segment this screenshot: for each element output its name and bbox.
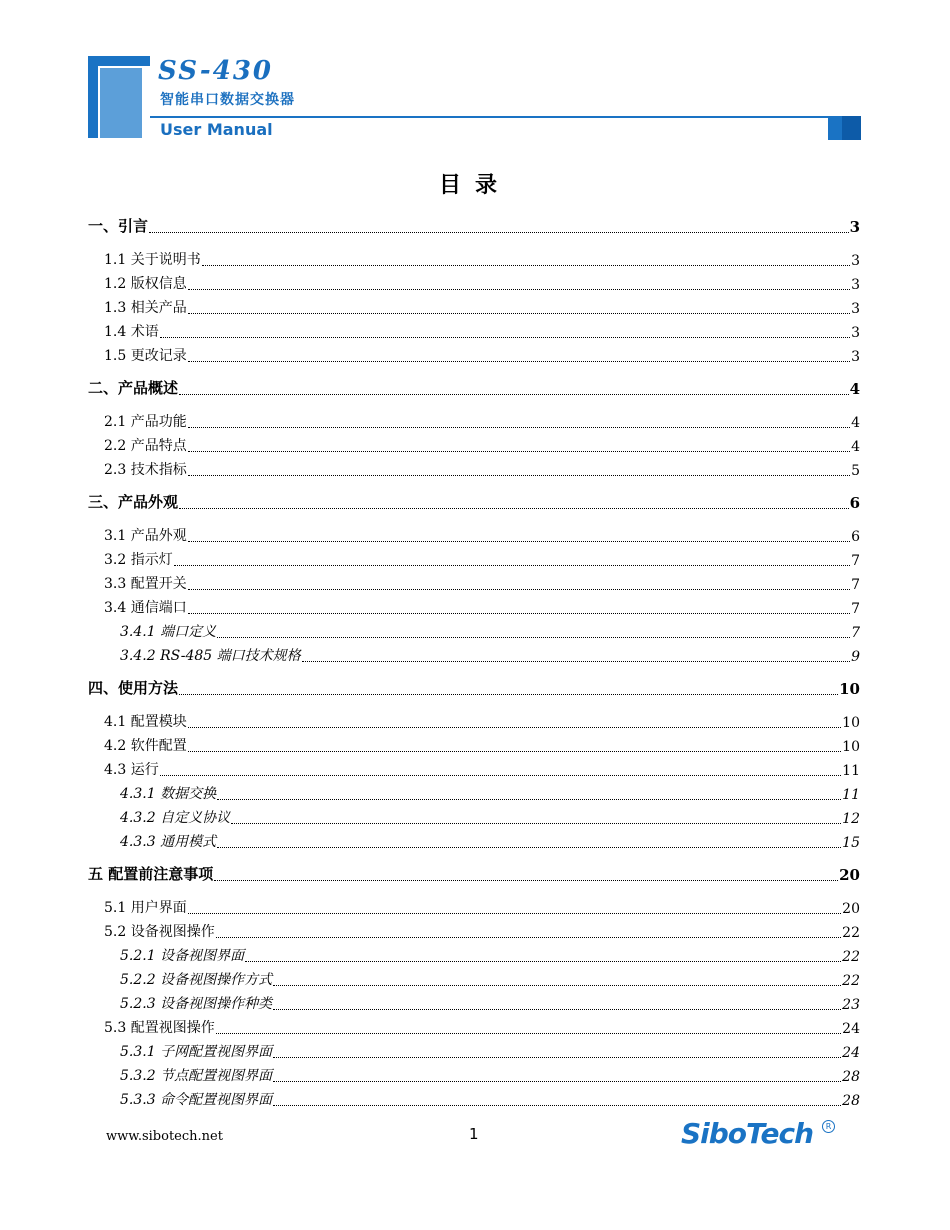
toc-entry-label: 4.3.2 自定义协议 [120, 810, 231, 826]
header-corner-block-dark [842, 116, 861, 140]
toc-entry-page: 28 [842, 1093, 860, 1109]
toc-entry[interactable] [88, 678, 860, 698]
toc-dot-leader [302, 660, 850, 662]
toc-entry-label: 3.1 产品外观 [104, 528, 187, 544]
toc-entry-page: 3 [851, 277, 860, 293]
toc-dot-leader [188, 288, 850, 290]
header-subtitle: 智能串口数据交换器 [160, 92, 295, 108]
toc-entry-label: 4.1 配置模块 [104, 714, 187, 730]
toc-entry-page: 6 [849, 494, 860, 512]
toc-entry-page: 7 [851, 601, 860, 617]
toc-entry[interactable] [120, 831, 860, 851]
toc-entry[interactable] [120, 807, 860, 827]
header-logo-block [100, 68, 142, 138]
footer-logo: SiboTech [681, 1117, 814, 1150]
toc-entry[interactable] [104, 273, 860, 293]
toc-entry-page: 9 [851, 649, 860, 665]
toc-entry[interactable] [120, 621, 860, 641]
toc-entry-page: 7 [851, 577, 860, 593]
toc-entry-label: 一、引言 [88, 217, 149, 235]
toc-entry-label: 5.2 设备视图操作 [104, 924, 215, 940]
toc-entry[interactable] [104, 549, 860, 569]
toc-entry-label: 3.4.1 端口定义 [120, 624, 217, 640]
toc-entry-page: 5 [851, 463, 860, 479]
toc-dot-leader [188, 474, 850, 476]
toc-entry-page: 11 [842, 787, 860, 803]
toc-entry[interactable] [120, 969, 860, 989]
footer-page-number: 1 [469, 1125, 479, 1143]
toc-entry[interactable] [120, 1089, 860, 1109]
toc-entry-page: 24 [842, 1021, 860, 1037]
toc-dot-leader [188, 726, 841, 728]
toc-entry[interactable] [120, 1041, 860, 1061]
toc-entry[interactable] [88, 492, 860, 512]
toc-entry-page: 10 [842, 715, 860, 731]
toc-entry-label: 1.1 关于说明书 [104, 252, 201, 268]
toc-entry[interactable] [120, 645, 860, 665]
toc-entry-label: 5.3.3 命令配置视图界面 [120, 1092, 273, 1108]
toc-entry[interactable] [104, 249, 860, 269]
toc-entry[interactable] [104, 759, 860, 779]
toc-entry[interactable] [88, 864, 860, 884]
toc-entry[interactable] [120, 945, 860, 965]
toc-entry[interactable] [104, 459, 860, 479]
toc-entry-label: 5.3 配置视图操作 [104, 1020, 215, 1036]
toc-dot-leader [202, 264, 850, 266]
footer-url: www.sibotech.net [106, 1129, 223, 1144]
toc-entry[interactable] [104, 921, 860, 941]
toc-dot-leader [273, 1008, 841, 1010]
toc-entry-label: 二、产品概述 [88, 379, 179, 397]
toc-entry-label: 3.2 指示灯 [104, 552, 173, 568]
toc-entry[interactable] [104, 897, 860, 917]
toc-entry-label: 5.2.3 设备视图操作种类 [120, 996, 273, 1012]
toc-entry[interactable] [104, 573, 860, 593]
toc-entry-label: 1.3 相关产品 [104, 300, 187, 316]
toc-dot-leader [188, 588, 850, 590]
toc-dot-leader [217, 798, 841, 800]
toc-entry-page: 7 [851, 553, 860, 569]
toc-entry-label: 4.3.1 数据交换 [120, 786, 217, 802]
toc-dot-leader [160, 774, 841, 776]
toc-entry-label: 5.3.1 子网配置视图界面 [120, 1044, 273, 1060]
toc-dot-leader [188, 540, 850, 542]
toc-dot-leader [273, 1080, 841, 1082]
toc-entry-page: 22 [842, 925, 860, 941]
toc-entry-label: 2.1 产品功能 [104, 414, 187, 430]
toc-dot-leader [273, 1104, 841, 1106]
toc-entry-page: 6 [851, 529, 860, 545]
toc-dot-leader [216, 1032, 841, 1034]
toc-entry-label: 1.5 更改记录 [104, 348, 187, 364]
page-title: 目录 [438, 172, 511, 198]
toc-entry-label: 4.2 软件配置 [104, 738, 187, 754]
toc-dot-leader [188, 612, 850, 614]
toc-entry-page: 12 [842, 811, 860, 827]
toc-entry-page: 28 [842, 1069, 860, 1085]
toc-entry[interactable] [104, 435, 860, 455]
toc-entry[interactable] [104, 711, 860, 731]
toc-entry-page: 20 [839, 866, 860, 884]
toc-entry[interactable] [88, 378, 860, 398]
toc-entry-label: 2.2 产品特点 [104, 438, 187, 454]
toc-dot-leader [188, 312, 850, 314]
toc-entry[interactable] [104, 411, 860, 431]
toc-dot-leader [214, 879, 838, 881]
toc-entry-label: 5.2.1 设备视图界面 [120, 948, 245, 964]
header-divider [150, 116, 861, 118]
toc-dot-leader [188, 426, 850, 428]
toc-entry-label: 三、产品外观 [88, 493, 179, 511]
toc-entry-page: 4 [851, 415, 860, 431]
toc-dot-leader [245, 960, 841, 962]
toc-entry-page: 3 [851, 253, 860, 269]
header-logo-bar-top [98, 56, 150, 66]
toc-entry-label: 5.3.2 节点配置视图界面 [120, 1068, 273, 1084]
toc-dot-leader [188, 912, 841, 914]
toc-entry[interactable] [104, 321, 860, 341]
toc-entry-page: 3 [851, 301, 860, 317]
toc-entry[interactable] [104, 735, 860, 755]
header-logo-bar [88, 56, 98, 138]
toc-entry-page: 4 [851, 439, 860, 455]
toc-dot-leader [160, 336, 850, 338]
toc-entry-page: 22 [842, 973, 860, 989]
toc-entry-page: 24 [842, 1045, 860, 1061]
toc-entry-page: 11 [842, 763, 860, 779]
toc-entry-page: 15 [842, 835, 860, 851]
toc-dot-leader [149, 231, 849, 233]
toc-dot-leader [188, 450, 850, 452]
toc-entry-label: 5.2.2 设备视图操作方式 [120, 972, 273, 988]
toc-entry-page: 22 [842, 949, 860, 965]
toc-entry-label: 2.3 技术指标 [104, 462, 187, 478]
header-manual-label: User Manual [160, 120, 273, 139]
toc-entry-page: 3 [851, 325, 860, 341]
toc-entry-page: 3 [851, 349, 860, 365]
toc-entry-label: 3.4 通信端口 [104, 600, 187, 616]
toc-entry-label: 1.2 版权信息 [104, 276, 187, 292]
toc-dot-leader [188, 360, 850, 362]
toc-entry-label: 3.4.2 RS-485 端口技术规格 [120, 648, 301, 664]
toc-entry[interactable] [104, 1017, 860, 1037]
registered-mark-icon: R [822, 1120, 835, 1133]
toc-entry-label: 4.3 运行 [104, 762, 159, 778]
toc-entry[interactable] [120, 783, 860, 803]
toc-entry[interactable] [104, 597, 860, 617]
toc-entry-page: 10 [839, 680, 860, 698]
toc-entry-label: 1.4 术语 [104, 324, 159, 340]
toc-entry-label: 4.3.3 通用模式 [120, 834, 217, 850]
toc-dot-leader [179, 507, 849, 509]
toc-entry[interactable] [120, 993, 860, 1013]
toc-dot-leader [174, 564, 850, 566]
toc-dot-leader [231, 822, 841, 824]
toc-entry-label: 五 配置前注意事项 [88, 865, 214, 883]
toc-dot-leader [216, 936, 841, 938]
toc-entry-label: 3.3 配置开关 [104, 576, 187, 592]
toc-entry-page: 10 [842, 739, 860, 755]
toc-entry-page: 4 [849, 380, 860, 398]
toc-entry[interactable] [104, 297, 860, 317]
toc-entry-page: 20 [842, 901, 860, 917]
toc-entry[interactable] [104, 525, 860, 545]
header-model: SS-430 [158, 56, 273, 86]
toc-dot-leader [273, 1056, 841, 1058]
toc-entry-page: 3 [849, 218, 860, 236]
toc-entry-label: 5.1 用户界面 [104, 900, 187, 916]
toc-dot-leader [273, 984, 841, 986]
toc-entry[interactable] [120, 1065, 860, 1085]
toc-dot-leader [217, 636, 850, 638]
toc-entry-page: 23 [842, 997, 860, 1013]
toc-dot-leader [179, 393, 849, 395]
toc-entry-page: 7 [851, 625, 860, 641]
toc-entry[interactable] [88, 216, 860, 236]
toc-dot-leader [188, 750, 841, 752]
toc-entry[interactable] [104, 345, 860, 365]
toc-dot-leader [217, 846, 841, 848]
toc-dot-leader [179, 693, 838, 695]
toc-entry-label: 四、使用方法 [88, 679, 179, 697]
